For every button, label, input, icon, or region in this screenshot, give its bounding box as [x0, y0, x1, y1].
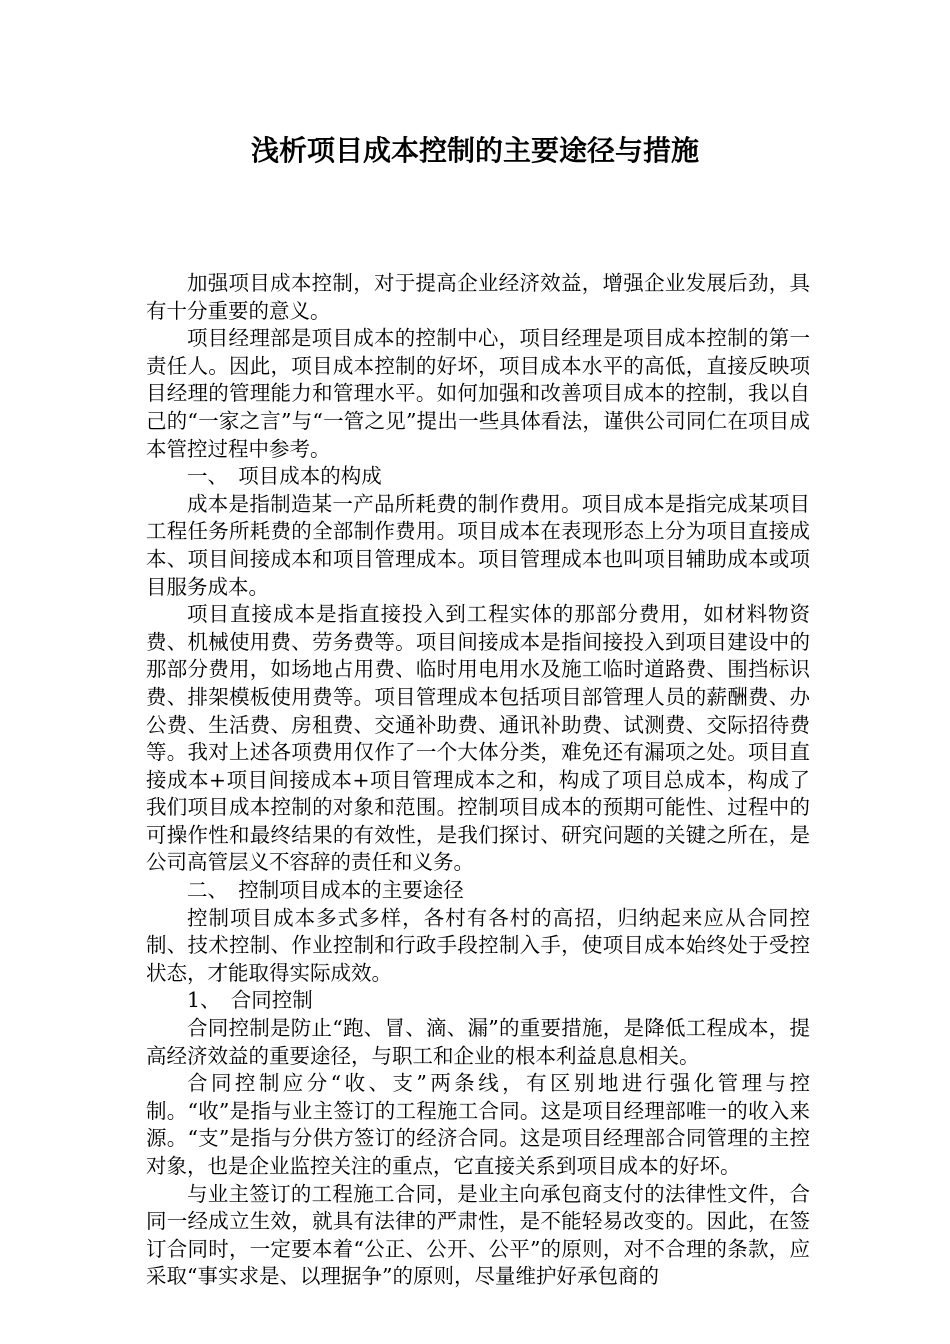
paragraph-control-methods: 控制项目成本多式多样，各村有各村的高招，归纳起来应从合同控制、技术控制、作业控制和行政手段控制入手，使项目成本始终处于受控状态，才能取得实际成效。 — [146, 905, 810, 985]
paragraph-responsibility: 项目经理部是项目成本的控制中心，项目经理是项目成本控制的第一责任人。因此，项目成本控制的好坏，项目成本水平的高低，直接反映项目经理的管理能力和管理水平。如何加强和改善项目成本的控制，我以自己的“一家之言”与“一管之见”提出一些具体看法，谨供公司同仁在项目成本管控过程中参考。 — [146, 326, 810, 461]
document-body — [146, 270, 810, 1291]
paragraph-contract-importance: 合同控制是防止“跑、冒、滴、漏”的重要措施，是降低工程成本，提高经济效益的重要途径，与职工和企业的根本利益息息相关。 — [146, 1016, 810, 1068]
section-heading-2: 二、 控制项目成本的主要途径 — [187, 878, 464, 903]
paragraph-owner-contract: 与业主签订的工程施工合同，是业主向承包商支付的法律性文件，合同一经成立生效，就具有法律的严肃性，是不能轻易改变的。因此，在签订合同时，一定要本着“公正、公开、公平”的原则，对不合理的条款，应采取“事实求是、以理据争”的原则，尽量维护好承包商的 — [146, 1181, 810, 1289]
document-title: 浅析项目成本控制的主要途径与措施 — [250, 134, 699, 167]
subsection-heading-contract: 1、 合同控制 — [187, 988, 313, 1013]
section-heading-1: 一、 项目成本的构成 — [187, 464, 382, 489]
paragraph-cost-definition: 成本是指制造某一产品所耗费的制作费用。项目成本是指完成某项目工程任务所耗费的全部制作费用。项目成本在表现形态上分为项目直接成本、项目间接成本和项目管理成本。项目管理成本也叫项目辅助成本或项目服务成本。 — [146, 491, 810, 599]
paragraph-intro: 加强项目成本控制，对于提高企业经济效益，增强企业发展后劲，具有十分重要的意义。 — [146, 271, 810, 323]
paragraph-cost-categories: 项目直接成本是指直接投入到工程实体的那部分费用，如材料物资费、机械使用费、劳务费等。项目间接成本是指间接投入到项目建设中的那部分费用，如场地占用费、临时用电用水及施工临时道路费、围挡标识费、排架模板使用费等。项目管理成本包括项目部管理人员的薪酬费、办公费、生活费、房租费、交通补助费、通讯补助费、试测费、交际招待费等。我对上述各项费用仅作了一个大体分类，难免还有漏项之处。项目直接成本+项目间接成本+项目管理成本之和，构成了项目总成本，构成了我们项目成本控制的对象和范围。控制项目成本的预期可能性、过程中的可操作性和最终结果的有效性，是我们探讨、研究问题的关键之所在，是公司高管层义不容辞的责任和义务。 — [146, 602, 810, 875]
paragraph-contract-lines: 合同控制应分“收、支”两条线，有区别地进行强化管理与控制。“收”是指与业主签订的工程施工合同。这是项目经理部唯一的收入来源。“支”是指与分供方签订的经济合同。这是项目经理部合同管理的主控对象，也是企业监控关注的重点，它直接关系到项目成本的好坏。 — [146, 1071, 810, 1178]
